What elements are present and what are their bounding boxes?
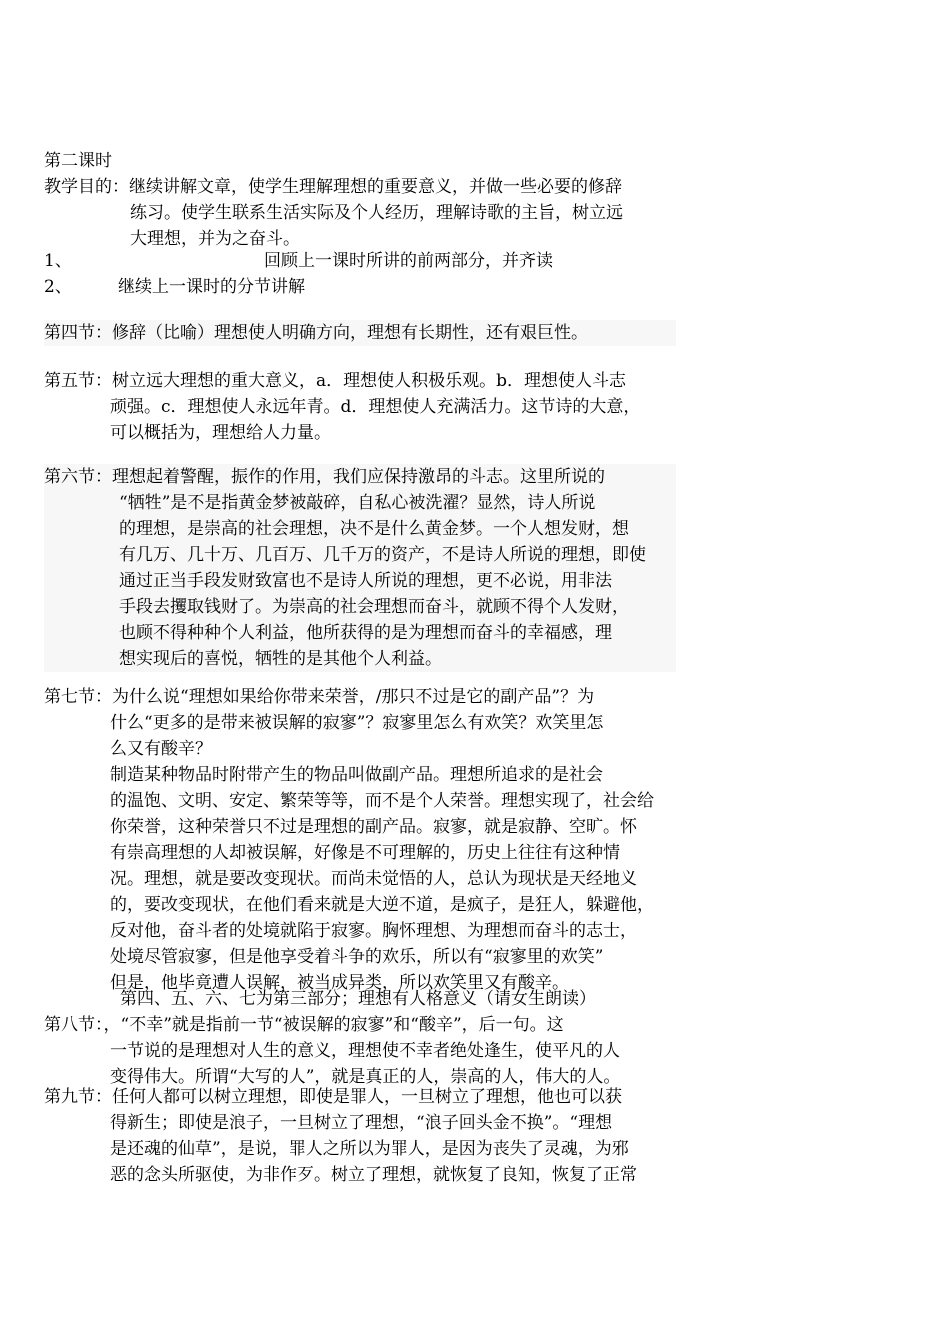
objective-line-3: 大理想，并为之奋斗。 <box>130 229 300 249</box>
section-9-line-4: 恶的念头所驱使，为非作歹。树立了理想，就恢复了良知，恢复了正常 <box>110 1165 637 1185</box>
teaching-objective <box>44 174 676 252</box>
step-2-text: 继续上一课时的分节讲解 <box>118 277 305 297</box>
section-4-line-1: 第四节：修辞（比喻）理想使人明确方向，理想有长期性，还有艰巨性。 <box>44 323 588 343</box>
section-7-line-6: 你荣誉，这种荣誉只不过是理想的副产品。寂寥，就是寂静、空旷。怀 <box>110 817 637 837</box>
step-1-number: 1、 <box>44 251 72 271</box>
step-1-text: 回顾上一课时所讲的前两部分，并齐读 <box>264 251 553 271</box>
section-8 <box>44 1012 676 1090</box>
section-4 <box>44 320 676 346</box>
section-6-line-3: 的理想，是崇高的社会理想，决不是什么黄金梦。一个人想发财，想 <box>119 519 629 539</box>
section-7 <box>44 684 676 996</box>
section-8-line-3: 变得伟大。所谓“大写的人”，就是真正的人，崇高的人，伟大的人。 <box>110 1067 621 1087</box>
section-9-line-1: 第九节：任何人都可以树立理想，即使是罪人，一旦树立了理想，他也可以获 <box>44 1087 622 1107</box>
lesson-title: 第二课时 <box>44 151 112 171</box>
section-6-line-4: 有几万、几十万、几百万、几千万的资产，不是诗人所说的理想，即使 <box>119 545 646 565</box>
section-5 <box>44 368 676 446</box>
section-8-line-2: 一节说的是理想对人生的意义，理想使不幸者绝处逢生，使平凡的人 <box>110 1041 620 1061</box>
section-9-line-2: 得新生；即使是浪子，一旦树立了理想，“浪子回头金不换”。“理想 <box>110 1113 613 1133</box>
step-2-number: 2、 <box>44 277 72 297</box>
section-9-line-3: 是还魂的仙草”，是说，罪人之所以为罪人，是因为丧失了灵魂，为邪 <box>110 1139 629 1159</box>
section-6-line-7: 也顾不得种种个人利益，他所获得的是为理想而奋斗的幸福感，理 <box>119 623 612 643</box>
section-7-line-5: 的温饱、文明、安定、繁荣等等，而不是个人荣誉。理想实现了，社会给 <box>110 791 654 811</box>
part-3-note: 第四、五、六、七为第三部分；理想有人格意义（请女生朗读） <box>120 989 596 1009</box>
objective-line-2: 练习。使学生联系生活实际及个人经历，理解诗歌的主旨，树立远 <box>130 203 623 223</box>
section-6-line-2: “牺牲”是不是指黄金梦被敲碎，自私心被洗濯？显然，诗人所说 <box>119 493 596 513</box>
section-5-line-2: 顽强。c．理想使人永远年青。d．理想使人充满活力。这节诗的大意， <box>110 397 641 417</box>
section-5-line-1: 第五节：树立远大理想的重大意义，a．理想使人积极乐观。b．理想使人斗志 <box>44 371 627 391</box>
section-7-line-9: 的，要改变现状，在他们看来就是大逆不道，是疯子，是狂人，躲避他， <box>110 895 654 915</box>
objective-line-1: 教学目的：继续讲解文章，使学生理解理想的重要意义，并做一些必要的修辞 <box>44 177 622 197</box>
section-7-line-11: 处境尽管寂寥，但是他享受着斗争的欢乐，所以有“寂寥里的欢笑” <box>110 947 604 967</box>
section-6-line-1: 第六节：理想起着警醒，振作的作用，我们应保持激昂的斗志。这里所说的 <box>44 467 605 487</box>
section-6-line-8: 想实现后的喜悦，牺牲的是其他个人利益。 <box>119 649 442 669</box>
section-7-line-1: 第七节：为什么说“理想如果给你带来荣誉，/那只不过是它的副产品”？为 <box>44 687 595 707</box>
section-7-line-7: 有崇高理想的人却被误解，好像是不可理解的，历史上往往有这种情 <box>110 843 620 863</box>
section-7-line-4: 制造某种物品时附带产生的物品叫做副产品。理想所追求的是社会 <box>110 765 603 785</box>
section-8-line-1: 第八节：，“不幸”就是指前一节“被误解的寂寥”和“酸辛”，后一句。这 <box>44 1015 564 1035</box>
section-7-line-12: 但是，他毕竟遭人误解，被当成异类，所以欢笑里又有酸辛。 <box>110 973 569 993</box>
section-6 <box>44 464 676 672</box>
section-5-line-3: 可以概括为，理想给人力量。 <box>110 423 331 443</box>
section-6-line-6: 手段去攫取钱财了。为崇高的社会理想而奋斗，就顾不得个人发财， <box>119 597 629 617</box>
section-6-line-5: 通过正当手段发财致富也不是诗人所说的理想，更不必说，用非法 <box>119 571 612 591</box>
section-7-line-10: 反对他，奋斗者的处境就陷于寂寥。胸怀理想、为理想而奋斗的志士， <box>110 921 637 941</box>
section-7-line-2: 什么“更多的是带来被误解的寂寥”？寂寥里怎么有欢笑？欢笑里怎 <box>110 713 604 733</box>
section-7-line-3: 么又有酸辛？ <box>110 739 212 759</box>
section-7-line-8: 况。理想，就是要改变现状。而尚未觉悟的人，总认为现状是天经地义 <box>110 869 637 889</box>
section-9 <box>44 1084 676 1188</box>
